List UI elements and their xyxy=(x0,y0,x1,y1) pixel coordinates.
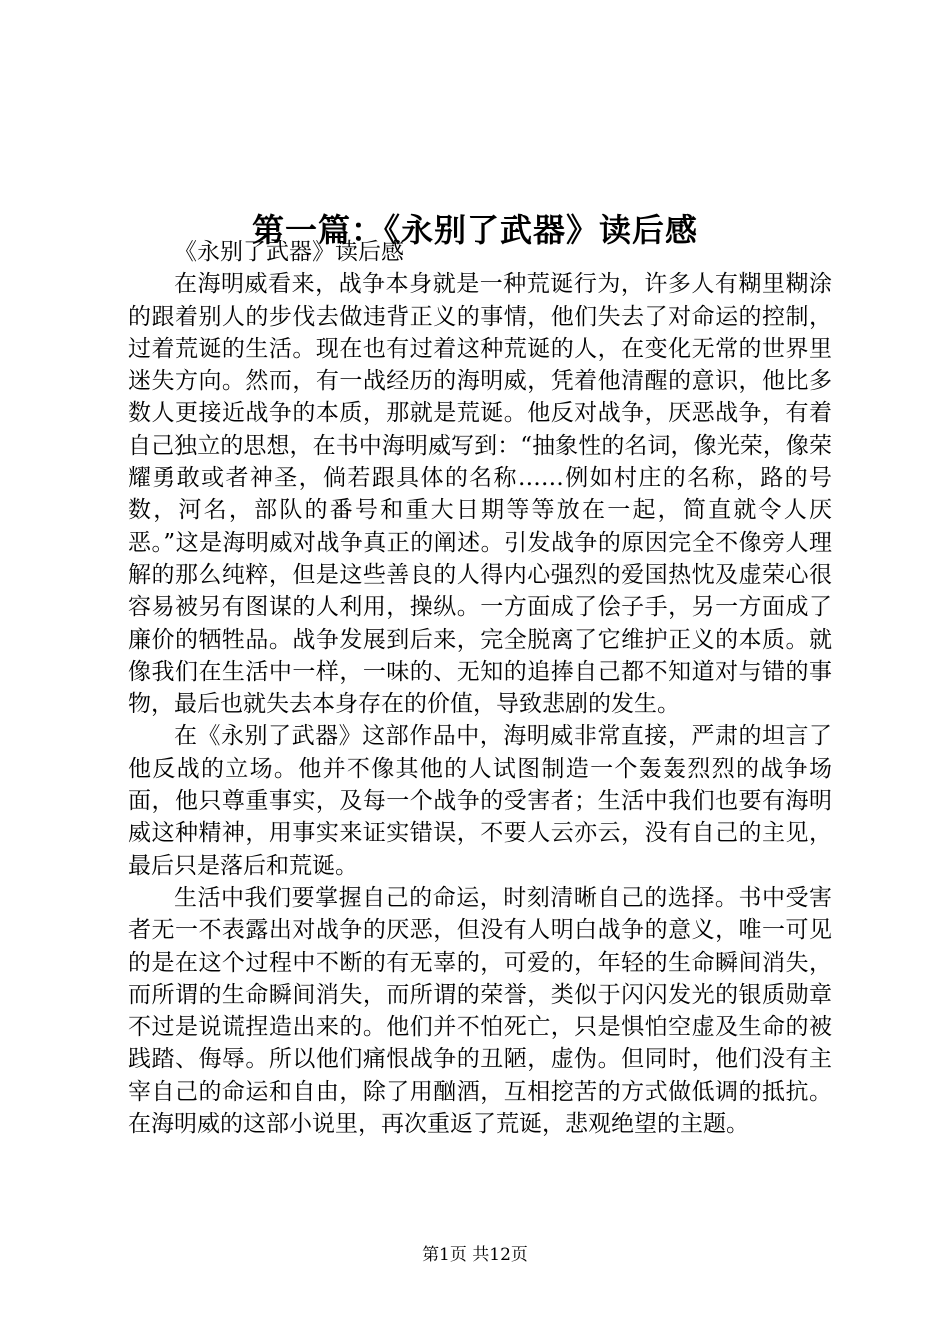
document-title: 第一篇：《永别了武器》读后感 xyxy=(251,211,698,250)
subtitle-paragraph: 《永别了武器》读后感 xyxy=(174,239,404,265)
body-paragraph: 生活中我们要掌握自己的命运，时刻清晰自己的选择。书中受害者无一不表露出对战争的厌恶，但没有人明白战争的意义，唯一可见的是在这个过程中不断的有无辜的，可爱的，年轻的生命瞬间消失，而所谓的生命瞬间消失，而所谓的荣誉，类似于闪闪发光的银质勋章不过是说谎捏造出来的。他们并不怕死亡，只是惧怕空虚及生命的被践踏、侮辱。所以他们痛恨战争的丑陋，虚伪。但同时，他们没有主宰自己的命运和自由，除了用酗酒，互相挖苦的方式做低调的抵抗。在海明威的这部小说里，再次重返了荒诞，悲观绝望的主题。 xyxy=(128,884,832,1138)
body-paragraph: 在《永别了武器》这部作品中，海明威非常直接，严肃的坦言了他反战的立场。他并不像其他的人试图制造一个轰轰烈烈的战争场面，他只尊重事实，及每一个战争的受害者；生活中我们也要有海明威这种精神，用事实来证实错误，不要人云亦云，没有自己的主见，最后只是落后和荒诞。 xyxy=(128,723,832,879)
page-footer: 第1页 共12页 xyxy=(422,1245,528,1265)
document-body xyxy=(128,236,832,1140)
body-paragraph: 在海明威看来，战争本身就是一种荒诞行为，许多人有糊里糊涂的跟着别人的步伐去做违背正义的事情，他们失去了对命运的控制，过着荒诞的生活。现在也有过着这种荒诞的人，在变化无常的世界里迷失方向。然而，有一战经历的海明威，凭着他清醒的意识，他比多数人更接近战争的本质，那就是荒诞。他反对战争，厌恶战争，有着自己独立的思想，在书中海明威写到：“抽象性的名词，像光荣，像荣耀勇敢或者神圣，倘若跟具体的名称……例如村庄的名称，路的号数，河名，部队的番号和重大日期等等放在一起，简直就令人厌恶。”这是海明威对战争真正的阐述。引发战争的原因完全不像旁人理解的那么纯粹，但是这些善良的人得内心强烈的爱国热忱及虚荣心很容易被另有图谋的人利用，操纵。一方面成了侩子手，另一方面成了廉价的牺牲品。战争发展到后来，完全脱离了它维护正义的本质。就像我们在生活中一样，一味的、无知的追捧自己都不知道对与错的事物，最后也就失去本身存在的价值，导致悲剧的发生。 xyxy=(128,271,832,718)
